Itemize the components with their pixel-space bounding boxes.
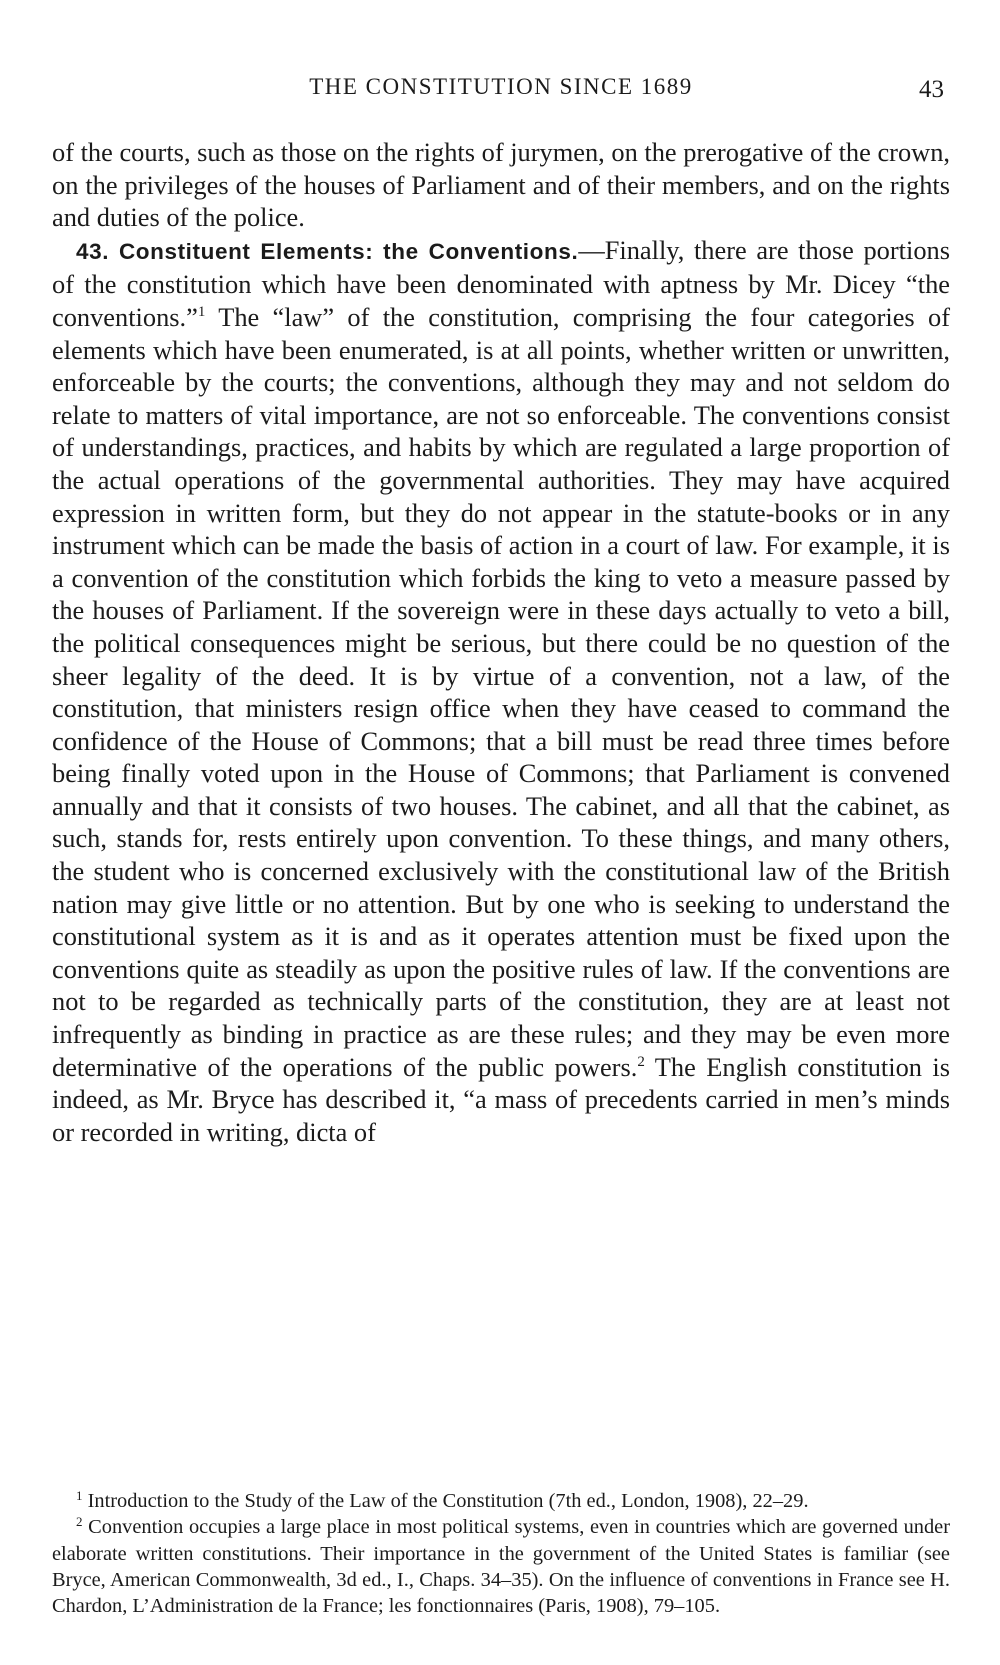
paragraph-text: The English constitution is indeed, as Mr. Bryce has described it, “a mass of precedents carried in men’s minds or recorded in writing, dicta of xyxy=(52,1051,950,1147)
footnote-2 xyxy=(52,1514,950,1619)
footnote-text: Introduction to the Study of the Law of the Constitution (7th ed., London, 1908), 22–29. xyxy=(82,1490,809,1512)
footnote-ref-1: 1 xyxy=(197,303,206,320)
running-title: THE CONSTITUTION SINCE 1689 xyxy=(309,74,693,99)
paragraph-conventions xyxy=(52,234,950,1149)
footnote-mark: 1 xyxy=(76,1488,83,1503)
paragraph-text: The “law” of the constitution, comprising the four categories of elements which have been enumerated, is at all points, whether written or unwritten, enforceable by the courts; the conventions, although they may and not seldom do relate to matters of vital importance, are not so enforceable. The conventions consist of understandings, practices, and habits by which are regulated a large proportion of the actual operations of the governmental authorities. They may have acquired expression in written form, but they do not appear in the statute-books or in any instrument which can be made the basis of action in a court of law. For example, it is a convention of the constitution which forbids the king to veto a measure passed by the houses of Parliament. If the sovereign were in these days actually to veto a bill, the political consequences might be serious, but there could be no question of the sheer legality of the deed. It is by virtue of a convention, not a law, of the constitution, that ministers resign office when they have ceased to command the confidence of the House of Commons; that a bill must be read three times before being finally voted upon in the House of Commons; that Parliament is convened annually and that it consists of two houses. The cabinet, and all that the cabinet, as such, stands for, rests entirely upon convention. To these things, and many others, the student who is concerned exclusively with the constitutional law of the British nation may give little or no attention. But by one who is seeking to understand the constitutional system as it is and as it operates attention must be fixed upon the conventions quite as steadily as upon the positive rules of law. If the conventions are not to be regarded as technically parts of the constitution, they are at least not infrequently as binding in practice as are these rules; and they may be even more determinative of the operations of the public powers. xyxy=(52,301,950,1082)
paragraph-text: of the courts, such as those on the rights of jurymen, on the prerogative of the crown, on the privileges of the houses of Parliament and of their members, and on the rights and duties of the police. xyxy=(52,137,950,233)
footnote-text: Convention occupies a large place in most political systems, even in countries which are governed under elaborate written constitutions. Their importance in the government of the United States is familiar (see Bryce, American Commonwealth, 3d ed., I., Chaps. 34–35). On the influence of conventions in France see H. Chardon, L’Administration de la France; les fonctionnaires (Paris, 1908), 79–105. xyxy=(52,1516,950,1618)
page-number: 43 xyxy=(919,76,944,103)
paragraph-text: —Finally, there are those portions of the constitution which have been denominated with aptness by Mr. Dicey “the conventions.” xyxy=(52,234,950,332)
paragraph-continuation xyxy=(52,136,950,234)
footnotes xyxy=(52,1488,950,1619)
footnote-ref-2: 2 xyxy=(637,1053,645,1070)
running-head xyxy=(52,74,950,110)
footnote-mark: 2 xyxy=(76,1514,83,1530)
body-text xyxy=(52,136,950,1148)
footnote-1 xyxy=(52,1488,950,1514)
section-heading: 43. Constituent Elements: the Conventions. xyxy=(76,238,579,264)
